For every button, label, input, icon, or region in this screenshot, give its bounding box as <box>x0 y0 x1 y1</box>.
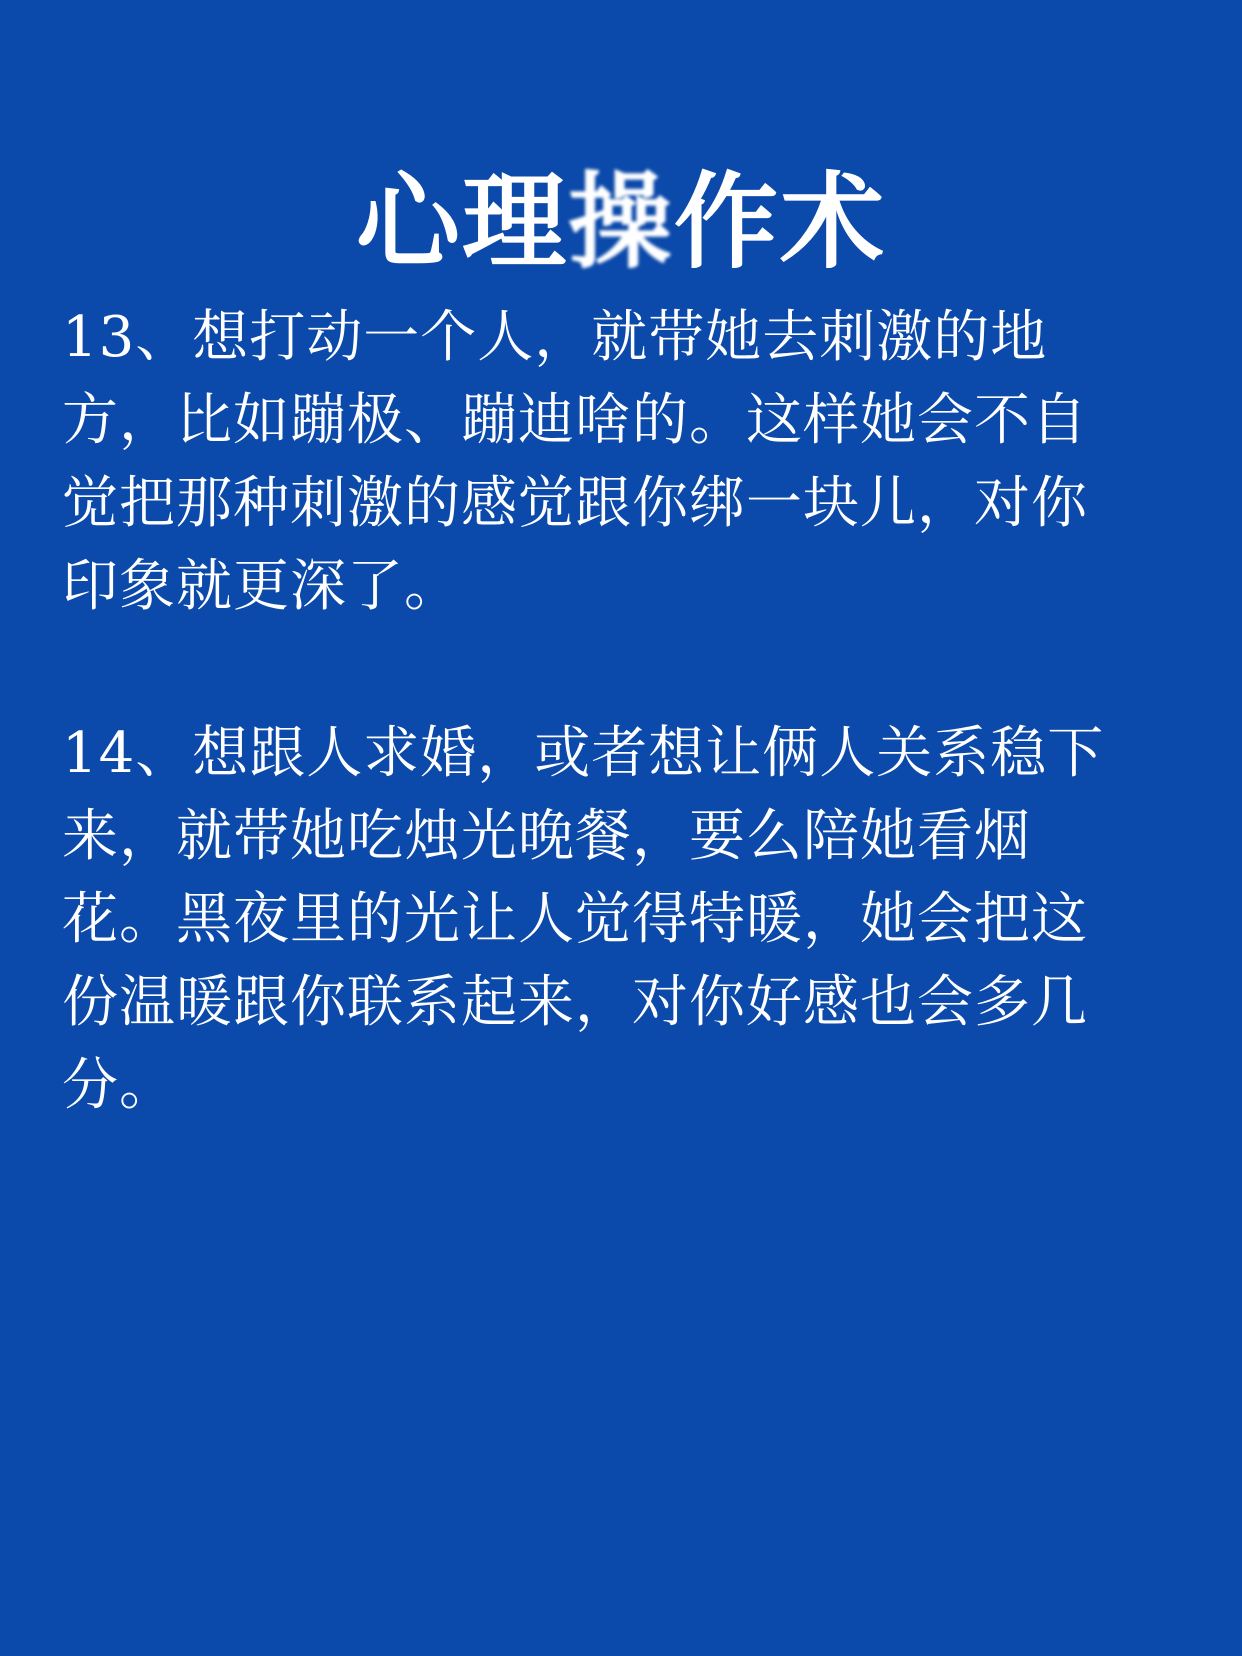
title-obscured-char: 操 <box>567 159 674 283</box>
tip-14-line-2: 来，就带她吃烛光晚餐，要么陪她看烟 <box>62 804 1031 869</box>
tip-13-line-2: 方，比如蹦极、蹦迪啥的。这样她会不自 <box>62 388 1088 453</box>
tip-14-line-3: 花。黑夜里的光让人觉得特暖，她会把这 <box>62 887 1088 952</box>
tip-14-line-4: 份温暖跟你联系起来，对你好感也会多几 <box>62 970 1088 1035</box>
tip-13-line-3: 觉把那种刺激的感觉跟你绑一块儿，对你 <box>62 471 1088 536</box>
tip-14-line-1: 14、想跟人求婚，或者想让俩人关系稳下 <box>62 721 1105 786</box>
tip-14-line-5: 分。 <box>62 1053 176 1118</box>
tip-14 <box>62 712 1152 1127</box>
tip-13-line-1: 13、想打动一个人，就带她去刺激的地 <box>62 305 1048 370</box>
page-title <box>0 159 1242 283</box>
tip-13-line-4: 印象就更深了。 <box>62 554 461 619</box>
title-part-2: 作术 <box>674 159 887 283</box>
title-part-1: 心理 <box>355 159 568 283</box>
tip-13 <box>62 296 1152 628</box>
